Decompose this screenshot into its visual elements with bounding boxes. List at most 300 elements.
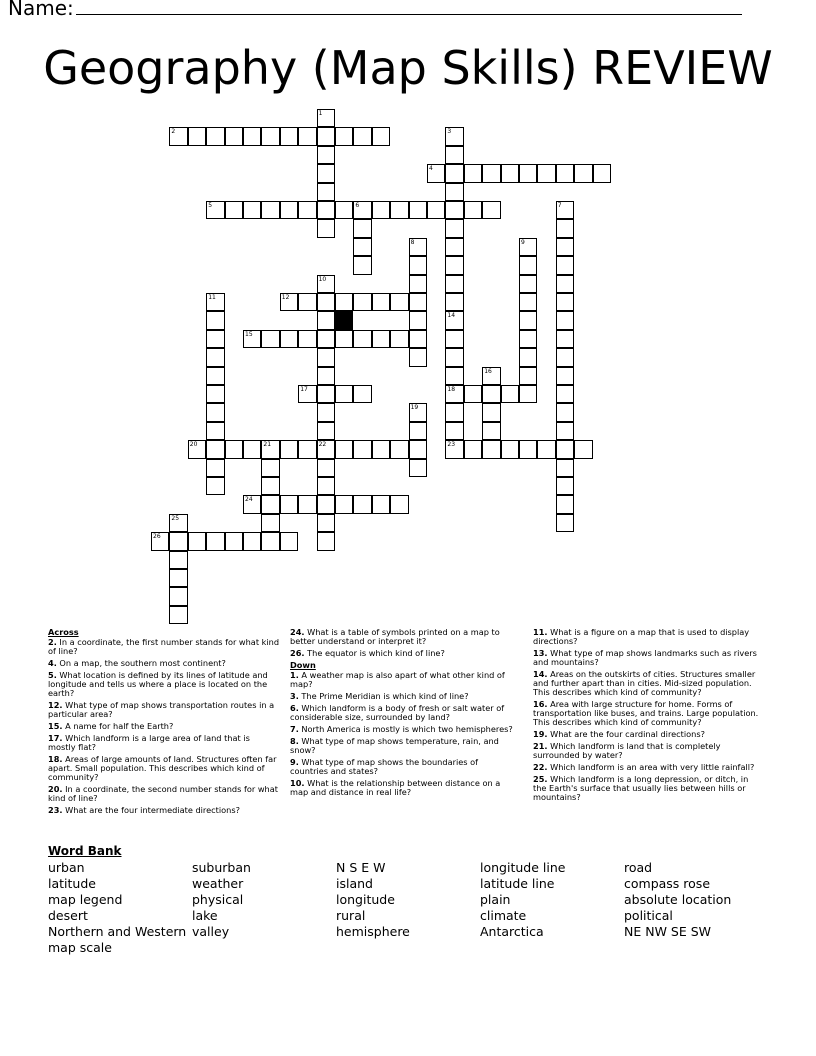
crossword-cell[interactable] bbox=[317, 514, 335, 532]
crossword-cell[interactable] bbox=[556, 495, 574, 513]
clue-number: 18 bbox=[447, 386, 456, 393]
crossword-cell[interactable] bbox=[169, 127, 187, 145]
crossword-cell[interactable] bbox=[206, 311, 224, 329]
crossword-cell[interactable] bbox=[574, 164, 592, 182]
crossword-cell[interactable] bbox=[225, 440, 243, 458]
clue bbox=[48, 701, 280, 719]
crossword-cell[interactable] bbox=[353, 330, 371, 348]
crossword-cell[interactable] bbox=[556, 293, 574, 311]
crossword-cell[interactable] bbox=[261, 201, 279, 219]
crossword-cell[interactable] bbox=[280, 330, 298, 348]
clue bbox=[48, 734, 280, 752]
crossword-cell[interactable] bbox=[409, 403, 427, 421]
crossword-cell[interactable] bbox=[169, 606, 187, 624]
crossword-cell[interactable] bbox=[280, 127, 298, 145]
clue-number: 8. bbox=[290, 736, 299, 746]
clue-number: 13 bbox=[337, 312, 345, 320]
crossword-cell[interactable] bbox=[556, 275, 574, 293]
crossword-cell[interactable] bbox=[169, 514, 187, 532]
crossword-cell[interactable] bbox=[353, 293, 371, 311]
crossword-cell[interactable] bbox=[409, 422, 427, 440]
crossword-cell[interactable] bbox=[317, 201, 335, 219]
clue-text: In a coordinate, the second number stands for what kind of line? bbox=[48, 784, 278, 803]
clue-text: Which landform is an area with very little rainfall? bbox=[550, 762, 755, 772]
crossword-cell[interactable] bbox=[445, 238, 463, 256]
clue-number: 23. bbox=[48, 805, 63, 815]
crossword-cell[interactable] bbox=[317, 348, 335, 366]
crossword-cell[interactable] bbox=[206, 330, 224, 348]
crossword-cell[interactable] bbox=[519, 275, 537, 293]
crossword-cell[interactable] bbox=[353, 127, 371, 145]
crossword-cell[interactable] bbox=[225, 201, 243, 219]
clue-text: The Prime Meridian is which kind of line? bbox=[301, 691, 469, 701]
crossword-cell[interactable] bbox=[519, 164, 537, 182]
crossword-cell[interactable] bbox=[464, 201, 482, 219]
clue-number: 24. bbox=[290, 627, 305, 637]
crossword-cell[interactable] bbox=[445, 127, 463, 145]
clue-number: 7. bbox=[290, 724, 299, 734]
crossword-cell[interactable] bbox=[556, 238, 574, 256]
clue-number: 11. bbox=[533, 627, 548, 637]
clue bbox=[290, 649, 514, 658]
crossword-cell[interactable] bbox=[353, 219, 371, 237]
clue bbox=[48, 638, 280, 656]
clue-number: 16. bbox=[533, 699, 548, 709]
crossword-cell[interactable] bbox=[317, 440, 335, 458]
crossword-cell[interactable] bbox=[353, 256, 371, 274]
crossword-cell[interactable] bbox=[556, 514, 574, 532]
word-bank-item: absolute location bbox=[624, 892, 732, 907]
word-bank-item: Antarctica bbox=[480, 924, 544, 939]
clue-number: 5. bbox=[48, 670, 57, 680]
crossword-cell[interactable] bbox=[556, 330, 574, 348]
crossword-cell[interactable] bbox=[317, 164, 335, 182]
clue-text: What is a table of symbols printed on a map to better understand or interpret it? bbox=[290, 627, 500, 646]
crossword-cell[interactable] bbox=[317, 109, 335, 127]
word-bank-item: compass rose bbox=[624, 876, 711, 891]
crossword-cell[interactable] bbox=[261, 514, 279, 532]
crossword-cell[interactable] bbox=[353, 440, 371, 458]
clue-number: 19. bbox=[533, 729, 548, 739]
crossword-cell[interactable] bbox=[445, 348, 463, 366]
crossword-cell[interactable] bbox=[501, 164, 519, 182]
word-bank-column bbox=[48, 860, 188, 956]
crossword-cell[interactable] bbox=[390, 495, 408, 513]
clue bbox=[290, 628, 514, 646]
crossword-cell[interactable] bbox=[556, 311, 574, 329]
crossword-cell[interactable] bbox=[445, 275, 463, 293]
word-bank-item: physical bbox=[192, 892, 244, 907]
crossword-cell[interactable] bbox=[280, 532, 298, 550]
crossword-cell[interactable] bbox=[169, 587, 187, 605]
crossword-cell[interactable] bbox=[445, 422, 463, 440]
crossword-cell[interactable] bbox=[335, 440, 353, 458]
crossword-cell[interactable] bbox=[445, 183, 463, 201]
clue-number: 3. bbox=[290, 691, 299, 701]
crossword-cell[interactable] bbox=[317, 422, 335, 440]
crossword-cell[interactable] bbox=[445, 219, 463, 237]
crossword-cell[interactable] bbox=[445, 256, 463, 274]
crossword-cell[interactable] bbox=[317, 385, 335, 403]
crossword-cell[interactable] bbox=[169, 551, 187, 569]
word-bank-item: latitude bbox=[48, 876, 96, 891]
clue-text: What type of map shows transportation routes in a particular area? bbox=[48, 700, 275, 719]
crossword-cell[interactable] bbox=[537, 440, 555, 458]
crossword-cell[interactable] bbox=[317, 495, 335, 513]
crossword-cell[interactable] bbox=[169, 569, 187, 587]
crossword-cell[interactable] bbox=[409, 459, 427, 477]
crossword-cell[interactable] bbox=[335, 385, 353, 403]
crossword-cell[interactable] bbox=[335, 293, 353, 311]
word-bank-item: weather bbox=[192, 876, 244, 891]
crossword-cell[interactable] bbox=[317, 127, 335, 145]
crossword-cell[interactable] bbox=[556, 403, 574, 421]
crossword-cell[interactable] bbox=[206, 385, 224, 403]
crossword-cell[interactable] bbox=[317, 459, 335, 477]
crossword-cell[interactable] bbox=[390, 201, 408, 219]
clue-text: A name for half the Earth? bbox=[65, 721, 174, 731]
clue bbox=[533, 628, 763, 646]
crossword-cell[interactable] bbox=[335, 495, 353, 513]
clue bbox=[290, 758, 514, 776]
crossword-cell[interactable] bbox=[317, 330, 335, 348]
crossword-cell[interactable] bbox=[280, 293, 298, 311]
crossword-cell[interactable] bbox=[409, 440, 427, 458]
crossword-cell[interactable] bbox=[280, 201, 298, 219]
crossword-cell[interactable] bbox=[206, 422, 224, 440]
crossword-cell[interactable] bbox=[519, 293, 537, 311]
crossword-cell[interactable] bbox=[464, 164, 482, 182]
crossword-cell[interactable] bbox=[593, 164, 611, 182]
word-bank-item: latitude line bbox=[480, 876, 555, 891]
crossword-cell[interactable] bbox=[372, 495, 390, 513]
crossword-cell[interactable] bbox=[372, 201, 390, 219]
crossword-cell[interactable] bbox=[372, 127, 390, 145]
crossword-cell[interactable] bbox=[519, 238, 537, 256]
crossword-cell[interactable] bbox=[298, 495, 316, 513]
clue-text: Area with large structure for home. Forms of transportation like buses, and trains. Large population. This describes which kind of community? bbox=[533, 699, 759, 727]
crossword-cell[interactable] bbox=[556, 348, 574, 366]
crossword-cell[interactable] bbox=[519, 311, 537, 329]
crossword-cell[interactable] bbox=[188, 532, 206, 550]
crossword-cell[interactable] bbox=[482, 201, 500, 219]
clue-heading: Down bbox=[290, 660, 316, 670]
crossword-cell[interactable] bbox=[445, 403, 463, 421]
crossword-cell[interactable] bbox=[409, 275, 427, 293]
clue-number: 17 bbox=[300, 386, 308, 393]
clue-text: Which landform is a body of fresh or salt water of considerable size, surrounded by land? bbox=[290, 703, 505, 722]
crossword-cell[interactable] bbox=[390, 440, 408, 458]
crossword-cell[interactable] bbox=[298, 385, 316, 403]
name-label: Name: bbox=[8, 0, 74, 20]
crossword-cell[interactable] bbox=[206, 367, 224, 385]
clue-text: Which landform is a long depression, or ditch, in the Earth's surface that usually lies between hills or mountains? bbox=[533, 774, 749, 802]
crossword-cell[interactable] bbox=[353, 201, 371, 219]
crossword-cell[interactable] bbox=[206, 403, 224, 421]
crossword-cell[interactable] bbox=[390, 330, 408, 348]
clue-text: What are the four intermediate directions? bbox=[65, 805, 240, 815]
crossword-cell[interactable] bbox=[280, 495, 298, 513]
clue-heading: Across bbox=[48, 627, 79, 637]
crossword-cell[interactable] bbox=[556, 477, 574, 495]
clue bbox=[533, 775, 763, 802]
crossword-cell[interactable] bbox=[445, 385, 463, 403]
crossword-cell[interactable] bbox=[353, 495, 371, 513]
clue-text: Which landform is land that is completely surrounded by water? bbox=[533, 741, 721, 760]
clue-text: What is the relationship between distance on a map and distance in real life? bbox=[290, 778, 501, 797]
clue-number: 15 bbox=[245, 330, 253, 338]
crossword-cell[interactable] bbox=[372, 330, 390, 348]
crossword-cell[interactable] bbox=[261, 495, 279, 513]
crossword-cell[interactable] bbox=[298, 127, 316, 145]
word-bank-item: suburban bbox=[192, 860, 251, 875]
crossword-cell[interactable] bbox=[519, 440, 537, 458]
clue-text: What type of map shows temperature, rain, and snow? bbox=[290, 736, 499, 755]
crossword-cell[interactable] bbox=[261, 477, 279, 495]
clue-number: 5 bbox=[208, 202, 213, 209]
clue bbox=[48, 785, 280, 803]
clue-number: 26. bbox=[290, 648, 305, 658]
clue-number: 6. bbox=[290, 703, 299, 713]
clue-text: Areas of large amounts of land. Structures often far apart. Small population. This describes which kind of community? bbox=[48, 754, 277, 782]
clue-number: 16 bbox=[484, 367, 492, 375]
crossword-cell[interactable] bbox=[556, 164, 574, 182]
crossword-cell[interactable] bbox=[445, 293, 463, 311]
clues-column-2 bbox=[290, 628, 514, 800]
clue-number: 12. bbox=[48, 700, 63, 710]
crossword-cell[interactable] bbox=[409, 330, 427, 348]
crossword-cell[interactable] bbox=[317, 367, 335, 385]
crossword-cell[interactable] bbox=[317, 183, 335, 201]
crossword-cell[interactable] bbox=[409, 201, 427, 219]
clue-text: In a coordinate, the first number stands for what kind of line? bbox=[48, 637, 280, 656]
crossword-cell[interactable] bbox=[261, 330, 279, 348]
crossword-cell[interactable] bbox=[482, 164, 500, 182]
clue-number: 21 bbox=[263, 441, 272, 449]
crossword-cell[interactable] bbox=[243, 127, 261, 145]
clue bbox=[533, 649, 763, 667]
crossword-cell[interactable] bbox=[317, 532, 335, 550]
clue-text: What are the four cardinal directions? bbox=[550, 729, 705, 739]
clue-number: 14. bbox=[533, 669, 548, 679]
word-bank-item: valley bbox=[192, 924, 230, 939]
crossword-cell[interactable] bbox=[556, 385, 574, 403]
crossword-cell[interactable] bbox=[519, 367, 537, 385]
crossword-cell[interactable] bbox=[261, 532, 279, 550]
crossword-cell[interactable] bbox=[261, 459, 279, 477]
crossword-cell[interactable] bbox=[409, 311, 427, 329]
crossword-cell[interactable] bbox=[335, 127, 353, 145]
word-bank-item: map scale bbox=[48, 940, 112, 955]
crossword-cell[interactable] bbox=[501, 440, 519, 458]
crossword-cell[interactable] bbox=[556, 201, 574, 219]
crossword-cell[interactable] bbox=[427, 164, 445, 182]
crossword-cell[interactable] bbox=[574, 440, 592, 458]
page-title: Geography (Map Skills) REVIEW bbox=[43, 41, 773, 95]
crossword-cell[interactable] bbox=[188, 127, 206, 145]
crossword-cell[interactable] bbox=[280, 440, 298, 458]
crossword-cell[interactable] bbox=[519, 330, 537, 348]
crossword-cell[interactable] bbox=[188, 440, 206, 458]
crossword-cell[interactable] bbox=[317, 311, 335, 329]
crossword-cell[interactable] bbox=[445, 146, 463, 164]
crossword-cell[interactable] bbox=[537, 164, 555, 182]
crossword-cell[interactable] bbox=[206, 201, 224, 219]
clue-number: 22 bbox=[318, 441, 327, 449]
crossword-cell[interactable] bbox=[390, 293, 408, 311]
crossword-cell[interactable] bbox=[317, 146, 335, 164]
crossword-cell[interactable] bbox=[519, 256, 537, 274]
word-bank-item: climate bbox=[480, 908, 527, 923]
crossword-cell[interactable] bbox=[261, 440, 279, 458]
crossword-cell[interactable] bbox=[206, 348, 224, 366]
crossword-cell[interactable] bbox=[445, 330, 463, 348]
crossword-cell[interactable] bbox=[225, 532, 243, 550]
crossword-cell[interactable] bbox=[206, 293, 224, 311]
clue-number: 12 bbox=[281, 294, 290, 301]
crossword-cell[interactable] bbox=[206, 127, 224, 145]
crossword-cell[interactable] bbox=[445, 311, 463, 329]
clue bbox=[533, 700, 763, 727]
crossword-cell[interactable] bbox=[335, 330, 353, 348]
crossword-cell[interactable] bbox=[556, 219, 574, 237]
crossword-cell[interactable] bbox=[464, 385, 482, 403]
crossword-cell[interactable] bbox=[445, 164, 463, 182]
crossword-cell[interactable] bbox=[482, 403, 500, 421]
crossword-cell[interactable] bbox=[206, 459, 224, 477]
word-bank-item: Northern and Western bbox=[48, 924, 187, 939]
clue-number: 11 bbox=[208, 294, 216, 301]
clue-text: The equator is which kind of line? bbox=[307, 648, 445, 658]
crossword-cell[interactable] bbox=[298, 293, 316, 311]
crossword-cell[interactable] bbox=[482, 385, 500, 403]
word-bank-item: lake bbox=[192, 908, 218, 923]
crossword-cell[interactable] bbox=[556, 367, 574, 385]
clue-text: A weather map is also apart of what other kind of map? bbox=[290, 670, 505, 689]
crossword-cell[interactable] bbox=[206, 440, 224, 458]
clue-number: 21. bbox=[533, 741, 548, 751]
clue-number: 25. bbox=[533, 774, 548, 784]
crossword-cell[interactable] bbox=[169, 532, 187, 550]
clue-number: 9 bbox=[521, 238, 525, 246]
crossword-cell[interactable] bbox=[243, 201, 261, 219]
clue-text: Which landform is a large area of land that is mostly flat? bbox=[48, 733, 250, 752]
crossword-cell[interactable] bbox=[519, 348, 537, 366]
crossword-cell[interactable] bbox=[519, 385, 537, 403]
crossword-cell[interactable] bbox=[298, 330, 316, 348]
crossword-cell[interactable] bbox=[482, 440, 500, 458]
crossword-cell[interactable] bbox=[243, 330, 261, 348]
crossword-cell[interactable] bbox=[464, 440, 482, 458]
crossword-cell[interactable] bbox=[151, 532, 169, 550]
crossword-cell[interactable] bbox=[206, 532, 224, 550]
crossword-cell[interactable] bbox=[317, 293, 335, 311]
clue-number: 2. bbox=[48, 637, 57, 647]
crossword-cell[interactable] bbox=[409, 256, 427, 274]
crossword-cell[interactable] bbox=[556, 440, 574, 458]
crossword-cell[interactable] bbox=[372, 293, 390, 311]
crossword-cell[interactable] bbox=[445, 367, 463, 385]
clue bbox=[290, 671, 514, 689]
crossword-cell[interactable] bbox=[243, 495, 261, 513]
crossword-cell[interactable] bbox=[556, 256, 574, 274]
crossword-cell[interactable] bbox=[243, 440, 261, 458]
clue-number: 14 bbox=[447, 312, 456, 320]
clue bbox=[290, 704, 514, 722]
crossword-cell[interactable] bbox=[556, 459, 574, 477]
clue-number: 17. bbox=[48, 733, 63, 743]
crossword-cell[interactable] bbox=[445, 201, 463, 219]
crossword-cell[interactable] bbox=[317, 219, 335, 237]
clue-text: What type of map shows the boundaries of countries and states? bbox=[290, 757, 479, 776]
crossword-cell[interactable] bbox=[317, 275, 335, 293]
clue-text: North America is mostly is which two hemispheres? bbox=[301, 724, 513, 734]
clue-number: 7 bbox=[557, 202, 562, 209]
crossword-cell[interactable] bbox=[261, 127, 279, 145]
clue-number: 23 bbox=[447, 441, 456, 449]
clue bbox=[533, 730, 763, 739]
clue-text: On a map, the southern most continent? bbox=[59, 658, 226, 668]
crossword-cell[interactable] bbox=[298, 201, 316, 219]
clue-number: 4 bbox=[429, 165, 433, 173]
crossword-cell[interactable] bbox=[225, 127, 243, 145]
crossword-cell[interactable] bbox=[556, 422, 574, 440]
clue-number: 9. bbox=[290, 757, 299, 767]
word-bank-item: N S E W bbox=[336, 860, 386, 875]
word-bank-item: island bbox=[336, 876, 373, 891]
word-bank-item: rural bbox=[336, 908, 366, 923]
clue bbox=[48, 722, 280, 731]
crossword-cell[interactable] bbox=[353, 385, 371, 403]
clue-number: 24 bbox=[245, 496, 253, 504]
crossword-cell[interactable] bbox=[353, 238, 371, 256]
word-bank-column bbox=[624, 860, 764, 940]
clue-number: 10. bbox=[290, 778, 305, 788]
crossword-cell[interactable] bbox=[482, 422, 500, 440]
crossword-cell[interactable] bbox=[409, 348, 427, 366]
clue-number: 15. bbox=[48, 721, 63, 731]
word-bank-item: longitude line bbox=[480, 860, 566, 875]
word-bank-item: hemisphere bbox=[336, 924, 410, 939]
crossword-cell[interactable] bbox=[482, 367, 500, 385]
crossword-cell[interactable] bbox=[427, 201, 445, 219]
crossword-cell[interactable] bbox=[409, 293, 427, 311]
crossword-cell[interactable] bbox=[335, 201, 353, 219]
crossword-cell[interactable] bbox=[317, 477, 335, 495]
clues-column-3 bbox=[533, 628, 763, 805]
crossword-cell[interactable] bbox=[206, 477, 224, 495]
crossword-cell[interactable] bbox=[445, 440, 463, 458]
clue-number: 1 bbox=[318, 110, 323, 117]
clue-number: 20 bbox=[189, 441, 198, 449]
crossword-cell[interactable] bbox=[298, 440, 316, 458]
clue-number: 1. bbox=[290, 670, 299, 680]
word-bank-item: desert bbox=[48, 908, 88, 923]
crossword-cell[interactable] bbox=[243, 532, 261, 550]
clue-number: 26 bbox=[153, 533, 161, 541]
crossword-cell[interactable] bbox=[372, 440, 390, 458]
word-bank-column bbox=[192, 860, 332, 940]
crossword-cell[interactable] bbox=[409, 238, 427, 256]
clue bbox=[533, 670, 763, 697]
clue-text: What type of map shows landmarks such as rivers and mountains? bbox=[533, 648, 757, 667]
clue-number: 10 bbox=[318, 275, 327, 283]
word-bank-item: map legend bbox=[48, 892, 123, 907]
crossword-cell[interactable] bbox=[501, 385, 519, 403]
clue-number: 8 bbox=[410, 238, 415, 246]
clue-text: What is a figure on a map that is used to display directions? bbox=[533, 627, 750, 646]
crossword-cell[interactable] bbox=[317, 403, 335, 421]
